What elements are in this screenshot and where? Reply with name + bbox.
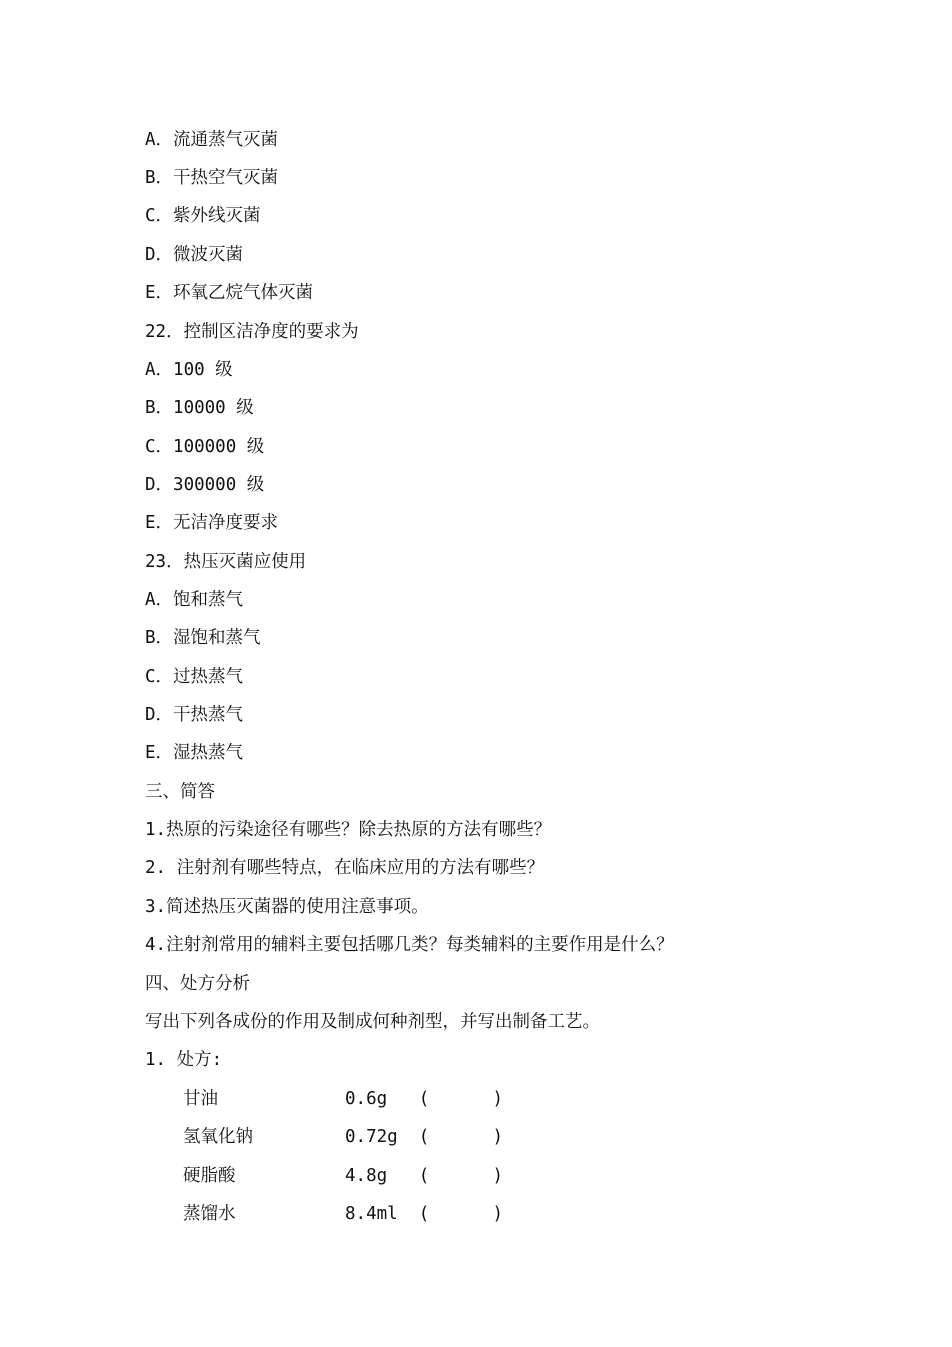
ingredient-name: 氢氧化钠 [183, 1127, 253, 1147]
ingredient-amount: 4.8g ( ) [345, 1166, 504, 1186]
option-line: C．100000 级 [145, 437, 265, 457]
ingredient-name: 蒸馏水 [183, 1204, 236, 1224]
ingredient-amount: 0.6g ( ) [345, 1089, 504, 1109]
option-line: D．干热蒸气 [145, 705, 244, 725]
option-line: B．干热空气灭菌 [145, 168, 279, 188]
option-line: E．湿热蒸气 [145, 743, 244, 763]
question-line: 1.热原的污染途径有哪些？除去热原的方法有哪些？ [145, 820, 552, 840]
question-line: 4.注射剂常用的辅料主要包括哪几类？每类辅料的主要作用是什么？ [145, 935, 674, 955]
prescription-row [145, 1087, 645, 1111]
section-heading: 三、简答 [145, 782, 215, 802]
option-line: C．过热蒸气 [145, 667, 244, 687]
prescription-row [145, 1202, 645, 1226]
option-line: E．无洁净度要求 [145, 513, 279, 533]
prescription-heading: 1. 处方: [145, 1050, 223, 1070]
ingredient-amount: 8.4ml ( ) [345, 1204, 504, 1224]
question-line: 2. 注射剂有哪些特点，在临床应用的方法有哪些？ [145, 858, 545, 878]
section-heading: 四、处方分析 [145, 974, 250, 994]
prescription-row [145, 1164, 645, 1188]
option-line: D．300000 级 [145, 475, 265, 495]
option-line: C．紫外线灭菌 [145, 206, 261, 226]
question-line: 23．热压灭菌应使用 [145, 552, 307, 572]
ingredient-name: 硬脂酸 [183, 1166, 236, 1186]
ingredient-amount: 0.72g ( ) [345, 1127, 504, 1147]
question-line: 3.简述热压灭菌器的使用注意事项。 [145, 897, 429, 917]
option-line: A．饱和蒸气 [145, 590, 244, 610]
prescription-row [145, 1125, 645, 1149]
option-line: A．流通蒸气灭菌 [145, 130, 279, 150]
ingredient-name: 甘油 [183, 1089, 218, 1109]
option-line: B．10000 级 [145, 398, 254, 418]
option-line: D．微波灭菌 [145, 245, 244, 265]
question-line: 22．控制区洁净度的要求为 [145, 322, 359, 342]
instruction-line: 写出下列各成份的作用及制成何种剂型，并写出制备工艺。 [145, 1012, 600, 1032]
option-line: E．环氧乙烷气体灭菌 [145, 283, 314, 303]
option-line: A．100 级 [145, 360, 233, 380]
option-line: B．湿饱和蒸气 [145, 628, 261, 648]
